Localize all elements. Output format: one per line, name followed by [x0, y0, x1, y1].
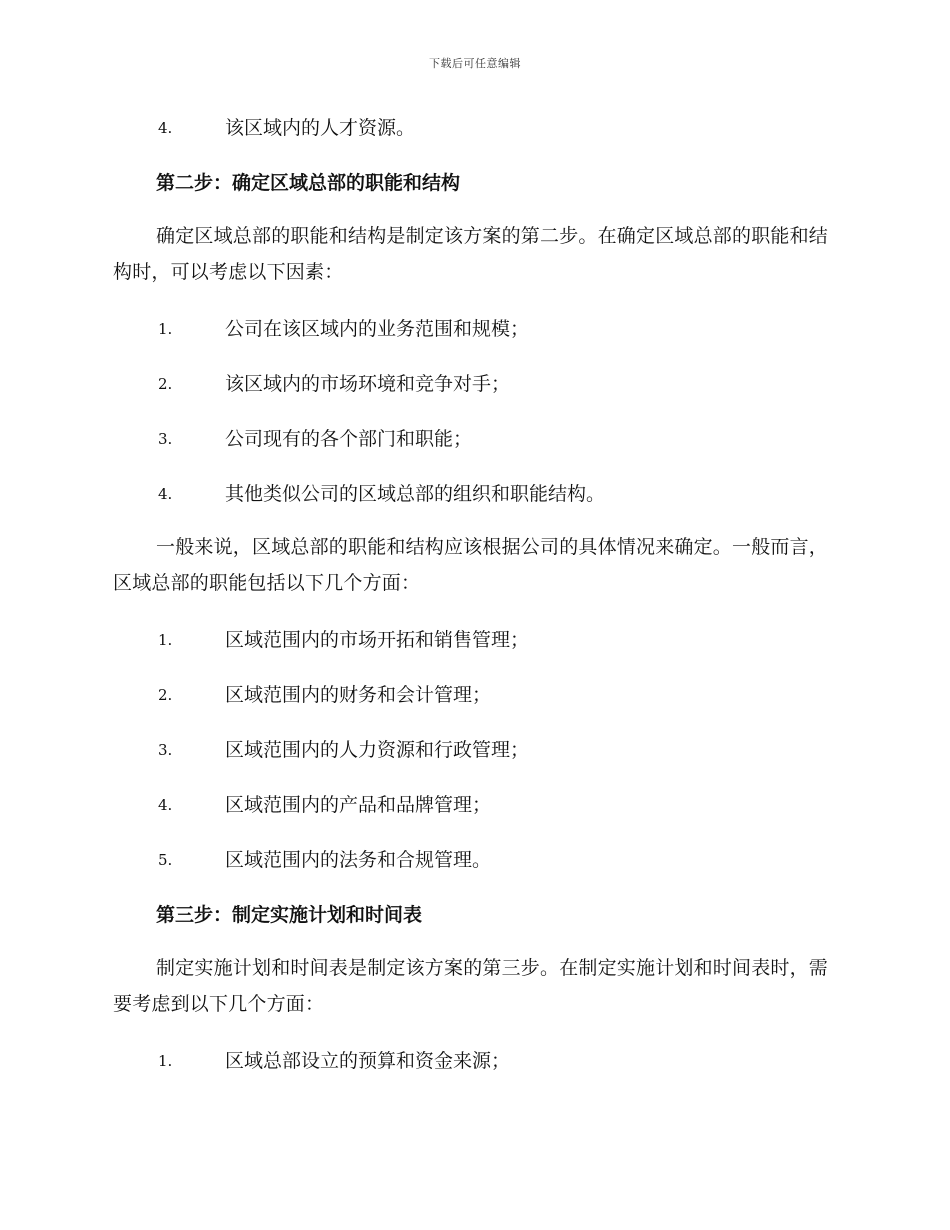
list-item	[113, 675, 833, 715]
page-header: 下载后可任意编辑	[429, 57, 521, 70]
list-text: 其他类似公司的区域总部的组织和职能结构。	[225, 483, 606, 505]
list-text: 该区域内的市场环境和竞争对手；	[225, 373, 511, 395]
list-number: 3.	[158, 430, 173, 448]
list-text: 区域范围内的财务和会计管理；	[225, 684, 492, 706]
document-body	[113, 108, 833, 1096]
list-number: 1.	[158, 1052, 173, 1070]
list-item	[113, 1041, 833, 1081]
list-text: 该区域内的人才资源。	[225, 117, 416, 139]
list-number: 4.	[158, 119, 173, 137]
paragraph: 一般来说，区域总部的职能和结构应该根据公司的具体情况来确定。一般而言，区域总部的职能包括以下几个方面：	[113, 536, 829, 594]
section-heading-step2: 第二步：确定区域总部的职能和结构	[156, 172, 461, 194]
list-text: 区域范围内的法务和合规管理。	[225, 849, 492, 871]
list-number: 2.	[158, 686, 173, 704]
list-text: 公司现有的各个部门和职能；	[225, 428, 473, 450]
list-item	[113, 785, 833, 825]
list-number: 5.	[158, 851, 173, 869]
list-number: 3.	[158, 741, 173, 759]
list-text: 公司在该区域内的业务范围和规模；	[225, 318, 530, 340]
list-text: 区域范围内的市场开拓和销售管理；	[225, 629, 530, 651]
list-item	[113, 474, 833, 514]
list-item	[113, 309, 833, 349]
paragraph: 制定实施计划和时间表是制定该方案的第三步。在制定实施计划和时间表时，需要考虑到以下几个方面：	[113, 957, 829, 1015]
section-heading-step3: 第三步：制定实施计划和时间表	[156, 904, 423, 926]
list-number: 1.	[158, 320, 173, 338]
list-item	[113, 364, 833, 404]
list-item	[113, 730, 833, 770]
list-text: 区域总部设立的预算和资金来源；	[225, 1050, 511, 1072]
list-number: 1.	[158, 631, 173, 649]
paragraph: 确定区域总部的职能和结构是制定该方案的第二步。在确定区域总部的职能和结构时，可以考虑以下因素：	[113, 225, 829, 283]
list-number: 4.	[158, 796, 173, 814]
list-number: 4.	[158, 485, 173, 503]
list-text: 区域范围内的产品和品牌管理；	[225, 794, 492, 816]
list-item	[113, 108, 833, 148]
list-item	[113, 840, 833, 880]
list-number: 2.	[158, 375, 173, 393]
list-text: 区域范围内的人力资源和行政管理；	[225, 739, 530, 761]
list-item	[113, 419, 833, 459]
list-item	[113, 620, 833, 660]
